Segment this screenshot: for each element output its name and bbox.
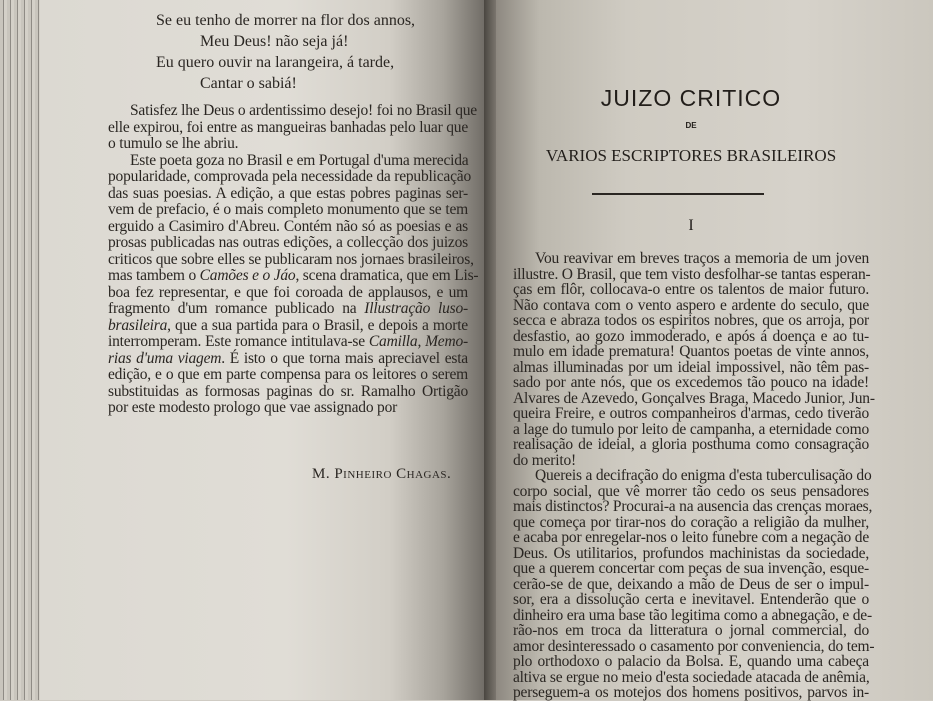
text-segment: plo orthodoxo o palacio da Bolsa. E, quando uma cabeça [513,653,869,670]
text-segment: criticos que sobre elles se publicaram nos jornaes brasileiros, [108,250,474,268]
text-line [108,301,468,317]
text-segment: o tumulo se lhe abriu. [108,135,239,152]
chapter-subtitle: VARIOS ESCRIPTORES BRASILEIROS [545,146,837,165]
italic-text: Camilla, Memo- [368,333,468,350]
text-line [108,202,468,218]
text-segment: corpo social, que vê morrer tão cedo os seus pensadores [513,482,869,500]
poem-line: Se eu tenho de morrer na flor dos annos, [156,12,416,29]
text-line [108,400,468,416]
book-gutter [484,0,496,700]
text-segment: altiva se ergue no meio d'esta sociedade atacada de anêmia, [513,668,870,686]
text-segment: que a querem concertar com peças de sua invenção, esque- [513,560,869,577]
text-segment: mais distinctos? Procurai-a na ausencia das crenças moraes, [513,498,873,515]
text-line [108,367,468,383]
text-segment: cerão-se de que, deixando a mão de Deus de ser o impul- [513,575,869,593]
text-line [108,235,468,251]
text-segment: interromperam. Este romance intitulava-se [108,333,369,350]
text-segment: secca e abraza todos os espiritos nobres, que os arroja, por [513,312,869,329]
text-segment: Deus. Os utilitarios, profundos machinistas da sociedade, [513,544,869,562]
text-segment: e acaba por enregelar-nos o leito funebre com a negação de [513,529,869,546]
text-line [108,334,468,350]
text-segment: ças em flôr, collocava-o entre os talentos de maior futuro. [513,281,869,298]
text-segment: realisação de ideial, a gloria posthuma como consagração [513,436,869,453]
text-segment: amor desinteressado o casamento por conveniencia, do tem- [513,637,875,655]
poem-line: Cantar o sabiá! [200,75,297,92]
text-segment: almas illuminadas por um ideial impossivel, não têm pas- [513,358,869,376]
text-segment: mas tambem o [108,267,200,284]
section-number: I [688,217,694,234]
text-segment: , scena dramatica, que em Lis- [295,267,479,284]
poem-line: Meu Deus! não seja já! [200,33,349,50]
text-segment: substituidas as formosas paginas do sr. Ramalho Ortigão [108,382,468,400]
italic-text: Illustração luso- [364,300,468,317]
text-segment: queira Freire, e outros companheiros d'armas, cedo tiverão [513,405,869,422]
text-segment: Quereis a decifração do enigma d'esta tuberculisação do [535,467,872,484]
text-segment: elle expirou, foi entre as mangueiras banhadas pelo luar que [108,118,468,136]
text-segment: Alvares de Azevedo, Gonçalves Braga, Macedo Junior, Jun- [513,389,875,407]
text-line [108,285,468,301]
text-line [108,250,474,268]
text-segment: por este modesto prologo que vae assignado por [108,399,398,416]
text-segment: das suas poesias. A edição, a que estas pobres paginas ser- [108,184,468,202]
text-line [108,186,468,202]
text-line [108,318,468,334]
text-line [108,219,468,235]
text-segment: . É isto o que torna mais apreciavel esta [221,349,468,367]
text-line [108,168,472,185]
text-line [130,153,468,169]
text-segment: perseguem-a os motejos dos homens positivos, parvos in- [513,684,869,701]
poem-line: Eu quero ouvir na larangeira, á tarde, [156,54,395,71]
signature: M. Pinheiro Chagas. [312,466,452,482]
text-segment: Não contava com o vento aspero e ardente do seculo, que [513,296,869,314]
text-segment: vem de prefacio, é o mais completo monumento que se tem [108,201,468,218]
text-segment: illustre. O Brasil, que tem visto desfolhar-se tantas esperan- [513,265,871,283]
text-segment: do merito! [513,451,576,469]
text-segment: dinheiro era uma base tão legitima como a abnegação, e de- [513,606,872,624]
italic-text: rias d'uma viagem [108,349,222,367]
text-segment: erguido a Casimiro d'Abreu. Contém não só as poesias e as [108,217,468,235]
text-segment: , que a sua partida para o Brasil, e depois a morte [167,316,468,334]
title-rule [592,193,764,195]
text-segment: Este poeta goza no Brasil e em Portugal d'uma merecida [130,151,469,169]
text-segment: popularidade, comprovada pela necessidade da republicação [108,168,472,185]
page-stack-edge [0,0,42,700]
text-segment: sor, era a dissolução certa e inevitavel. Entenderão que o [513,591,869,608]
text-line [108,267,479,284]
text-segment: a lage do tumulo por leito de campanha, a eternidade como [513,420,869,438]
text-segment: edição, e o que em parte compensa para os leitores o serem [108,366,468,383]
text-line [108,120,468,136]
text-line [108,351,468,367]
text-segment: sado por ante nós, que os excedemos tão pouco na idade! [513,374,869,391]
text-line [108,136,468,152]
text-segment: rão-nos em troca da litteratura o jornal commercial, do [513,622,869,639]
text-segment: fragmento d'um romance publicado na [108,300,365,317]
text-segment: desfastio, ao gozo immoderado, e após á doença e ao tu- [513,327,869,345]
text-segment: Satisfez lhe Deus o ardentissimo desejo! foi no Brasil que [130,102,477,119]
text-line [513,685,869,701]
text-line [130,102,477,119]
title-de: DE [685,121,697,130]
text-segment: prosas publicadas nas outras edições, a collecção dos juizos [108,234,468,251]
text-line [108,384,468,400]
text-segment: mulo em idade prematura! Quantos poetas de vinte annos, [513,343,869,360]
text-segment: Vou reavivar em breves traços a memoria de um joven [535,250,869,267]
text-segment: que começa por tirar-nos do coração a religião da mulher, [513,513,869,531]
italic-text: brasileira [108,316,168,334]
text-segment: boa fez representar, e que foi coroada de applausos, e um [108,283,468,301]
chapter-title: JUIZO CRITICO [600,85,782,111]
italic-text: Camões e o Jáo [199,267,296,284]
